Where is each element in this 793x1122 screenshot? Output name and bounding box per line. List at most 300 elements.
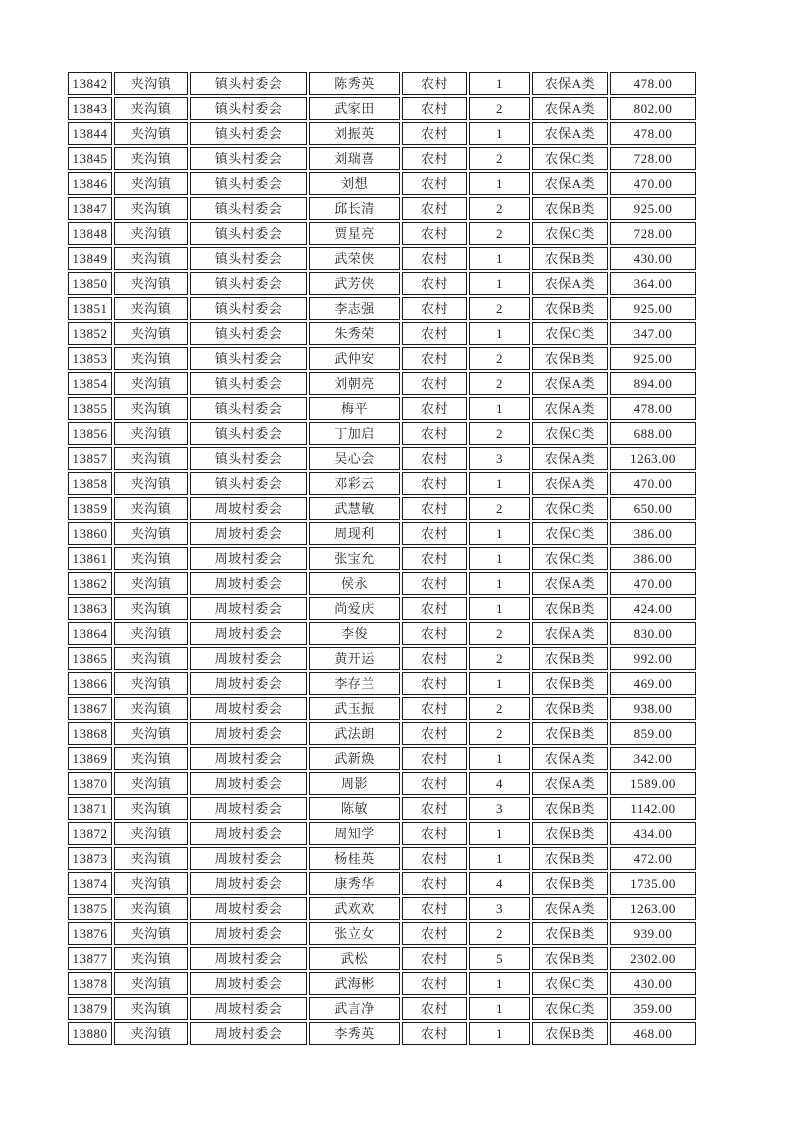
cell-village: 镇头村委会 [190, 147, 307, 170]
cell-village: 镇头村委会 [190, 397, 307, 420]
cell-name: 周影 [309, 772, 400, 795]
cell-category: 农村 [402, 797, 467, 820]
table-row [68, 797, 696, 820]
cell-insurance_type: 农保B类 [532, 672, 608, 695]
cell-category: 农村 [402, 97, 467, 120]
cell-name: 李存兰 [309, 672, 400, 695]
cell-town: 夹沟镇 [114, 872, 188, 895]
cell-village: 周坡村委会 [190, 922, 307, 945]
table-row [68, 822, 696, 845]
cell-town: 夹沟镇 [114, 397, 188, 420]
cell-village: 周坡村委会 [190, 547, 307, 570]
cell-amount: 1142.00 [610, 797, 696, 820]
cell-category: 农村 [402, 647, 467, 670]
table-row [68, 972, 696, 995]
cell-persons: 2 [469, 722, 530, 745]
cell-category: 农村 [402, 297, 467, 320]
cell-persons: 2 [469, 622, 530, 645]
cell-village: 周坡村委会 [190, 572, 307, 595]
cell-insurance_type: 农保A类 [532, 272, 608, 295]
cell-amount: 830.00 [610, 622, 696, 645]
cell-name: 张立女 [309, 922, 400, 945]
cell-insurance_type: 农保A类 [532, 397, 608, 420]
cell-persons: 4 [469, 872, 530, 895]
cell-town: 夹沟镇 [114, 72, 188, 95]
cell-persons: 1 [469, 272, 530, 295]
cell-insurance_type: 农保A类 [532, 897, 608, 920]
cell-amount: 1263.00 [610, 447, 696, 470]
cell-amount: 802.00 [610, 97, 696, 120]
cell-insurance_type: 农保A类 [532, 172, 608, 195]
cell-town: 夹沟镇 [114, 222, 188, 245]
table-row [68, 897, 696, 920]
cell-id: 13874 [68, 872, 112, 895]
cell-insurance_type: 农保A类 [532, 72, 608, 95]
cell-village: 周坡村委会 [190, 822, 307, 845]
cell-name: 武荣侠 [309, 247, 400, 270]
cell-category: 农村 [402, 722, 467, 745]
cell-name: 张宝允 [309, 547, 400, 570]
cell-persons: 4 [469, 772, 530, 795]
cell-name: 武慧敏 [309, 497, 400, 520]
cell-category: 农村 [402, 772, 467, 795]
cell-amount: 470.00 [610, 172, 696, 195]
cell-id: 13853 [68, 347, 112, 370]
cell-amount: 2302.00 [610, 947, 696, 970]
cell-village: 周坡村委会 [190, 897, 307, 920]
cell-name: 梅平 [309, 397, 400, 420]
cell-village: 镇头村委会 [190, 247, 307, 270]
cell-name: 侯永 [309, 572, 400, 595]
cell-village: 镇头村委会 [190, 347, 307, 370]
cell-id: 13873 [68, 847, 112, 870]
table-row [68, 147, 696, 170]
cell-category: 农村 [402, 72, 467, 95]
cell-id: 13878 [68, 972, 112, 995]
cell-name: 武言净 [309, 997, 400, 1020]
cell-name: 李俊 [309, 622, 400, 645]
cell-name: 贾星亮 [309, 222, 400, 245]
cell-village: 周坡村委会 [190, 947, 307, 970]
cell-town: 夹沟镇 [114, 447, 188, 470]
cell-village: 周坡村委会 [190, 522, 307, 545]
cell-category: 农村 [402, 247, 467, 270]
cell-insurance_type: 农保B类 [532, 297, 608, 320]
table-row [68, 122, 696, 145]
cell-amount: 650.00 [610, 497, 696, 520]
table-row [68, 672, 696, 695]
cell-village: 镇头村委会 [190, 197, 307, 220]
cell-amount: 434.00 [610, 822, 696, 845]
cell-persons: 1 [469, 472, 530, 495]
cell-id: 13855 [68, 397, 112, 420]
cell-name: 刘想 [309, 172, 400, 195]
cell-insurance_type: 农保C类 [532, 422, 608, 445]
cell-id: 13850 [68, 272, 112, 295]
cell-persons: 1 [469, 747, 530, 770]
cell-name: 朱秀荣 [309, 322, 400, 345]
cell-amount: 364.00 [610, 272, 696, 295]
cell-name: 杨桂英 [309, 847, 400, 870]
cell-name: 李志强 [309, 297, 400, 320]
table-row [68, 697, 696, 720]
cell-village: 周坡村委会 [190, 497, 307, 520]
cell-category: 农村 [402, 597, 467, 620]
cell-insurance_type: 农保B类 [532, 947, 608, 970]
cell-insurance_type: 农保C类 [532, 147, 608, 170]
cell-village: 镇头村委会 [190, 272, 307, 295]
table-row [68, 547, 696, 570]
cell-category: 农村 [402, 522, 467, 545]
cell-category: 农村 [402, 347, 467, 370]
cell-village: 镇头村委会 [190, 297, 307, 320]
cell-village: 镇头村委会 [190, 472, 307, 495]
cell-village: 周坡村委会 [190, 597, 307, 620]
cell-town: 夹沟镇 [114, 1022, 188, 1045]
cell-category: 农村 [402, 447, 467, 470]
cell-category: 农村 [402, 847, 467, 870]
cell-persons: 2 [469, 197, 530, 220]
cell-village: 镇头村委会 [190, 222, 307, 245]
cell-town: 夹沟镇 [114, 622, 188, 645]
cell-village: 镇头村委会 [190, 97, 307, 120]
cell-id: 13856 [68, 422, 112, 445]
cell-persons: 1 [469, 997, 530, 1020]
cell-amount: 478.00 [610, 122, 696, 145]
cell-amount: 469.00 [610, 672, 696, 695]
cell-insurance_type: 农保A类 [532, 622, 608, 645]
cell-id: 13844 [68, 122, 112, 145]
cell-insurance_type: 农保B类 [532, 722, 608, 745]
cell-insurance_type: 农保A类 [532, 122, 608, 145]
cell-category: 农村 [402, 822, 467, 845]
cell-amount: 688.00 [610, 422, 696, 445]
cell-insurance_type: 农保B类 [532, 347, 608, 370]
cell-id: 13845 [68, 147, 112, 170]
cell-name: 武法朗 [309, 722, 400, 745]
cell-name: 丁加启 [309, 422, 400, 445]
cell-category: 农村 [402, 997, 467, 1020]
cell-village: 镇头村委会 [190, 122, 307, 145]
cell-town: 夹沟镇 [114, 947, 188, 970]
cell-town: 夹沟镇 [114, 372, 188, 395]
cell-category: 农村 [402, 472, 467, 495]
table-row [68, 597, 696, 620]
cell-id: 13864 [68, 622, 112, 645]
cell-town: 夹沟镇 [114, 647, 188, 670]
table-row [68, 372, 696, 395]
cell-category: 农村 [402, 897, 467, 920]
cell-town: 夹沟镇 [114, 747, 188, 770]
cell-town: 夹沟镇 [114, 922, 188, 945]
cell-id: 13879 [68, 997, 112, 1020]
table-row [68, 722, 696, 745]
cell-town: 夹沟镇 [114, 97, 188, 120]
cell-village: 镇头村委会 [190, 447, 307, 470]
cell-village: 周坡村委会 [190, 972, 307, 995]
cell-persons: 5 [469, 947, 530, 970]
cell-village: 周坡村委会 [190, 697, 307, 720]
cell-town: 夹沟镇 [114, 322, 188, 345]
table-row [68, 1022, 696, 1045]
cell-id: 13843 [68, 97, 112, 120]
cell-category: 农村 [402, 497, 467, 520]
cell-id: 13849 [68, 247, 112, 270]
table-row [68, 297, 696, 320]
cell-category: 农村 [402, 322, 467, 345]
cell-persons: 1 [469, 247, 530, 270]
cell-amount: 470.00 [610, 572, 696, 595]
cell-name: 康秀华 [309, 872, 400, 895]
cell-amount: 424.00 [610, 597, 696, 620]
cell-persons: 2 [469, 147, 530, 170]
cell-town: 夹沟镇 [114, 822, 188, 845]
cell-id: 13868 [68, 722, 112, 745]
table-row [68, 347, 696, 370]
cell-town: 夹沟镇 [114, 522, 188, 545]
cell-category: 农村 [402, 947, 467, 970]
cell-persons: 1 [469, 547, 530, 570]
cell-id: 13880 [68, 1022, 112, 1045]
cell-id: 13870 [68, 772, 112, 795]
cell-insurance_type: 农保B类 [532, 797, 608, 820]
cell-persons: 1 [469, 1022, 530, 1045]
cell-town: 夹沟镇 [114, 297, 188, 320]
cell-category: 农村 [402, 422, 467, 445]
cell-amount: 470.00 [610, 472, 696, 495]
cell-village: 周坡村委会 [190, 747, 307, 770]
cell-town: 夹沟镇 [114, 847, 188, 870]
cell-name: 周知学 [309, 822, 400, 845]
cell-name: 武玉振 [309, 697, 400, 720]
cell-persons: 2 [469, 422, 530, 445]
cell-persons: 1 [469, 397, 530, 420]
table-row [68, 997, 696, 1020]
table-row [68, 472, 696, 495]
cell-insurance_type: 农保B类 [532, 847, 608, 870]
table-row [68, 922, 696, 945]
cell-category: 农村 [402, 622, 467, 645]
cell-amount: 859.00 [610, 722, 696, 745]
cell-persons: 3 [469, 897, 530, 920]
cell-town: 夹沟镇 [114, 797, 188, 820]
cell-category: 农村 [402, 672, 467, 695]
cell-village: 周坡村委会 [190, 797, 307, 820]
cell-category: 农村 [402, 222, 467, 245]
cell-amount: 728.00 [610, 147, 696, 170]
cell-persons: 1 [469, 672, 530, 695]
table-row [68, 522, 696, 545]
cell-insurance_type: 农保C类 [532, 522, 608, 545]
cell-insurance_type: 农保C类 [532, 547, 608, 570]
cell-amount: 430.00 [610, 247, 696, 270]
cell-category: 农村 [402, 122, 467, 145]
table-row [68, 647, 696, 670]
cell-amount: 472.00 [610, 847, 696, 870]
cell-town: 夹沟镇 [114, 122, 188, 145]
records-table-body [68, 72, 696, 1045]
cell-name: 刘朝亮 [309, 372, 400, 395]
cell-village: 镇头村委会 [190, 72, 307, 95]
cell-id: 13848 [68, 222, 112, 245]
cell-category: 农村 [402, 747, 467, 770]
cell-name: 武欢欢 [309, 897, 400, 920]
cell-persons: 1 [469, 847, 530, 870]
cell-category: 农村 [402, 197, 467, 220]
cell-amount: 728.00 [610, 222, 696, 245]
cell-insurance_type: 农保A类 [532, 447, 608, 470]
cell-name: 武松 [309, 947, 400, 970]
cell-id: 13847 [68, 197, 112, 220]
table-row [68, 422, 696, 445]
cell-name: 黄开运 [309, 647, 400, 670]
cell-amount: 939.00 [610, 922, 696, 945]
cell-village: 周坡村委会 [190, 1022, 307, 1045]
cell-id: 13871 [68, 797, 112, 820]
cell-id: 13875 [68, 897, 112, 920]
cell-insurance_type: 农保A类 [532, 747, 608, 770]
cell-insurance_type: 农保A类 [532, 372, 608, 395]
table-row [68, 622, 696, 645]
cell-amount: 342.00 [610, 747, 696, 770]
cell-town: 夹沟镇 [114, 172, 188, 195]
cell-persons: 2 [469, 497, 530, 520]
cell-insurance_type: 农保C类 [532, 972, 608, 995]
cell-amount: 925.00 [610, 347, 696, 370]
cell-category: 农村 [402, 172, 467, 195]
cell-insurance_type: 农保A类 [532, 572, 608, 595]
cell-persons: 2 [469, 697, 530, 720]
cell-name: 武家田 [309, 97, 400, 120]
cell-amount: 478.00 [610, 72, 696, 95]
cell-town: 夹沟镇 [114, 347, 188, 370]
cell-insurance_type: 农保C类 [532, 997, 608, 1020]
cell-insurance_type: 农保C类 [532, 497, 608, 520]
cell-amount: 430.00 [610, 972, 696, 995]
cell-village: 周坡村委会 [190, 647, 307, 670]
cell-name: 吴心会 [309, 447, 400, 470]
cell-insurance_type: 农保B类 [532, 1022, 608, 1045]
cell-id: 13869 [68, 747, 112, 770]
table-row [68, 872, 696, 895]
cell-insurance_type: 农保C类 [532, 322, 608, 345]
cell-persons: 2 [469, 97, 530, 120]
cell-id: 13854 [68, 372, 112, 395]
cell-name: 武芳侠 [309, 272, 400, 295]
cell-persons: 1 [469, 822, 530, 845]
cell-village: 镇头村委会 [190, 422, 307, 445]
cell-id: 13872 [68, 822, 112, 845]
cell-insurance_type: 农保B类 [532, 247, 608, 270]
cell-town: 夹沟镇 [114, 272, 188, 295]
cell-insurance_type: 农保B类 [532, 922, 608, 945]
cell-amount: 894.00 [610, 372, 696, 395]
table-row [68, 397, 696, 420]
cell-persons: 2 [469, 297, 530, 320]
cell-persons: 1 [469, 122, 530, 145]
cell-insurance_type: 农保A类 [532, 772, 608, 795]
cell-town: 夹沟镇 [114, 147, 188, 170]
cell-insurance_type: 农保B类 [532, 697, 608, 720]
table-row [68, 497, 696, 520]
cell-town: 夹沟镇 [114, 997, 188, 1020]
cell-name: 邱长清 [309, 197, 400, 220]
cell-insurance_type: 农保A类 [532, 472, 608, 495]
cell-id: 13859 [68, 497, 112, 520]
table-row [68, 447, 696, 470]
cell-name: 陈敏 [309, 797, 400, 820]
table-row [68, 222, 696, 245]
cell-amount: 347.00 [610, 322, 696, 345]
cell-persons: 1 [469, 972, 530, 995]
cell-category: 农村 [402, 872, 467, 895]
cell-name: 尚爱庆 [309, 597, 400, 620]
cell-village: 周坡村委会 [190, 772, 307, 795]
table-row [68, 322, 696, 345]
cell-id: 13842 [68, 72, 112, 95]
cell-town: 夹沟镇 [114, 572, 188, 595]
cell-amount: 386.00 [610, 522, 696, 545]
cell-amount: 925.00 [610, 297, 696, 320]
cell-name: 刘瑞喜 [309, 147, 400, 170]
cell-persons: 2 [469, 647, 530, 670]
cell-category: 农村 [402, 547, 467, 570]
cell-town: 夹沟镇 [114, 422, 188, 445]
cell-persons: 1 [469, 172, 530, 195]
cell-village: 镇头村委会 [190, 372, 307, 395]
cell-id: 13858 [68, 472, 112, 495]
cell-village: 周坡村委会 [190, 722, 307, 745]
table-row [68, 72, 696, 95]
cell-id: 13867 [68, 697, 112, 720]
cell-amount: 992.00 [610, 647, 696, 670]
cell-village: 镇头村委会 [190, 172, 307, 195]
cell-insurance_type: 农保B类 [532, 597, 608, 620]
cell-id: 13865 [68, 647, 112, 670]
cell-id: 13861 [68, 547, 112, 570]
table-row [68, 172, 696, 195]
cell-town: 夹沟镇 [114, 772, 188, 795]
cell-id: 13877 [68, 947, 112, 970]
table-row [68, 772, 696, 795]
cell-insurance_type: 农保B类 [532, 872, 608, 895]
cell-id: 13863 [68, 597, 112, 620]
cell-insurance_type: 农保C类 [532, 222, 608, 245]
table-row [68, 272, 696, 295]
cell-category: 农村 [402, 397, 467, 420]
cell-village: 镇头村委会 [190, 322, 307, 345]
cell-insurance_type: 农保B类 [532, 822, 608, 845]
cell-category: 农村 [402, 922, 467, 945]
cell-amount: 1735.00 [610, 872, 696, 895]
cell-town: 夹沟镇 [114, 722, 188, 745]
cell-amount: 478.00 [610, 397, 696, 420]
cell-persons: 1 [469, 322, 530, 345]
cell-town: 夹沟镇 [114, 697, 188, 720]
records-table [66, 70, 698, 1047]
cell-persons: 3 [469, 447, 530, 470]
cell-name: 武海彬 [309, 972, 400, 995]
cell-persons: 1 [469, 597, 530, 620]
table-row [68, 847, 696, 870]
cell-category: 农村 [402, 372, 467, 395]
cell-category: 农村 [402, 272, 467, 295]
table-row [68, 747, 696, 770]
cell-persons: 2 [469, 372, 530, 395]
cell-insurance_type: 农保B类 [532, 647, 608, 670]
cell-village: 周坡村委会 [190, 997, 307, 1020]
cell-amount: 1263.00 [610, 897, 696, 920]
